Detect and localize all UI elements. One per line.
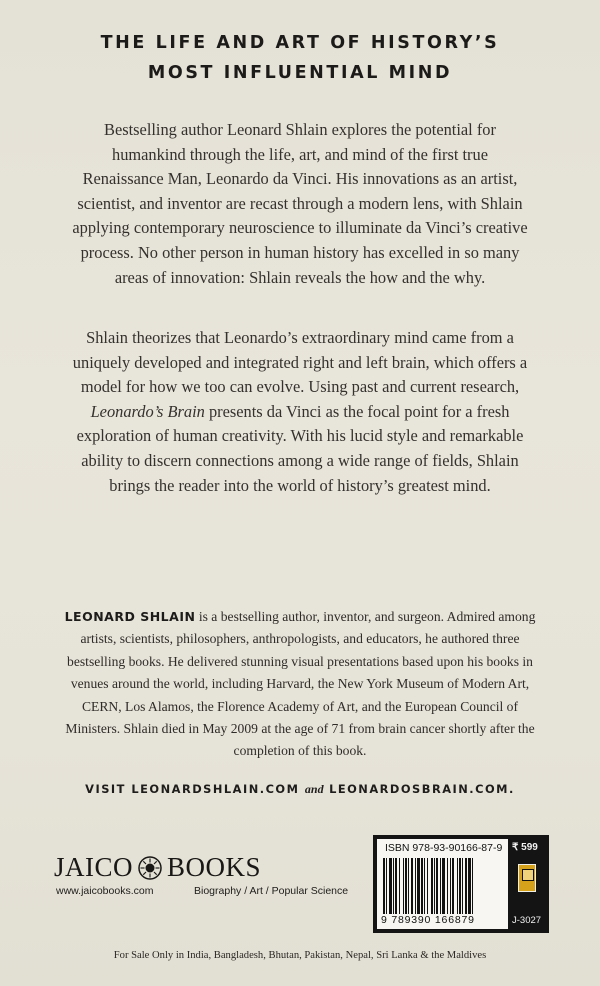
blurb-line: model for how we too can evolve. Using past and current research,	[80, 377, 520, 397]
blurb-line: Bestselling author Leonard Shlain explores the potential for	[104, 120, 496, 139]
author-bio	[50, 606, 550, 763]
publisher-url: www.jaicobooks.com	[56, 885, 154, 897]
bio-line-rest: is a bestselling author, inventor, and surgeon. Admired among	[195, 609, 536, 624]
bio-line: venues around the world, including Harvard, the New York Museum of Modern Art,	[70, 676, 530, 692]
blurb-line-rest: presents da Vinci as the focal point for a fresh	[204, 401, 510, 421]
isbn-number: ISBN 978-93-90166-87-9	[385, 842, 503, 854]
barcode-panel	[373, 835, 549, 933]
blurb-line: exploration of human creativity. With his lucid style and remarkable	[76, 426, 524, 446]
headline	[0, 28, 600, 88]
visit-suffix: LEONARDOSBRAIN.COM.	[323, 782, 515, 796]
blurb-line: humankind through the life, art, and mind of the first true	[112, 144, 488, 164]
visit-websites	[0, 782, 600, 797]
certification-mark-icon	[518, 864, 536, 892]
bio-line: bestselling books. He delivered stunning visual presentations based upon his books in	[67, 653, 533, 669]
blurb-line: areas of innovation: Shlain reveals the how and the why.	[114, 267, 486, 287]
barcode-bar	[447, 858, 448, 914]
barcode-bar	[383, 858, 385, 914]
barcode-bar	[465, 858, 467, 914]
barcode-bar	[450, 858, 451, 914]
blurb-line: Shlain theorizes that Leonardo’s extraordinary mind came from a	[86, 328, 514, 347]
barcode-label	[377, 839, 508, 929]
barcode-bar	[452, 858, 454, 914]
blurb-line	[64, 400, 536, 425]
blurb-line: scientist, and inventor are recast through a modern lens, with Shlain	[77, 193, 523, 213]
blurb-line: uniquely developed and integrated right and left brain, which offers a	[72, 352, 528, 372]
bio-line	[50, 606, 550, 628]
barcode-bar	[431, 858, 433, 914]
blurb-paragraph-2	[64, 326, 536, 498]
publisher-name-right: BOOKS	[167, 852, 262, 882]
barcode-bar	[389, 858, 392, 914]
visit-prefix: VISIT LEONARDSHLAIN.COM	[85, 782, 305, 796]
barcode-bars	[382, 858, 504, 914]
blurb-line: process. No other person in human history has excelled in so many	[80, 242, 520, 262]
blurb-line: brings the reader into the world of history’s greatest mind.	[109, 475, 491, 495]
bio-line: completion of this book.	[233, 743, 367, 759]
blurb-paragraph-1	[64, 118, 536, 290]
barcode-bar	[421, 858, 423, 914]
barcode-bar	[411, 858, 413, 914]
bio-line: CERN, Los Alamos, the Florence Academy of Art, and the European Council of	[81, 698, 519, 714]
book-title: Leonardo’s Brain	[90, 401, 205, 421]
barcode-bar	[442, 858, 445, 914]
barcode-bar	[462, 858, 463, 914]
publisher-logo	[54, 852, 261, 883]
barcode-bar	[405, 858, 407, 914]
bio-line: Ministers. Shlain died in May 2009 at the age of 71 from brain cancer shortly after the	[65, 721, 535, 737]
bio-line: artists, scientists, philosophers, anthropologists, and educators, he authored three	[80, 631, 520, 647]
barcode-bar	[472, 858, 473, 914]
barcode-bar	[457, 858, 458, 914]
book-category: Biography / Art / Popular Science	[194, 885, 349, 897]
product-code: J-3027	[512, 915, 542, 926]
barcode-bar	[459, 858, 461, 914]
barcode-bar	[408, 858, 409, 914]
barcode-bar	[399, 858, 400, 914]
author-name: LEONARD SHLAIN	[64, 609, 196, 624]
barcode-bar	[417, 858, 420, 914]
sale-territory-note: For Sale Only in India, Bangladesh, Bhutan, Pakistan, Nepal, Sri Lanka & the Maldives	[113, 950, 487, 961]
blurb-line: ability to discern connections among a wide range of fields, Shlain	[81, 450, 519, 470]
sunburst-icon	[138, 856, 162, 880]
blurb-line: Renaissance Man, Leonardo da Vinci. His innovations as an artist,	[82, 169, 518, 189]
price-label: ₹ 599	[512, 842, 538, 853]
barcode-bar	[436, 858, 438, 914]
barcode-bar	[427, 858, 428, 914]
barcode-bar	[403, 858, 404, 914]
blurb-line: applying contemporary neuroscience to illuminate da Vinci’s creative	[72, 218, 528, 238]
visit-and: and	[304, 782, 324, 796]
barcode-bar	[434, 858, 435, 914]
barcode-bar	[386, 858, 387, 914]
barcode-bar	[424, 858, 425, 914]
barcode-bar	[393, 858, 394, 914]
barcode-bar	[415, 858, 416, 914]
barcode-bar	[468, 858, 471, 914]
barcode-digits: 9 789390 166879	[381, 914, 475, 926]
barcode-bar	[440, 858, 441, 914]
publisher-name-left: JAICO	[54, 852, 134, 882]
barcode-bar	[395, 858, 397, 914]
headline-line-1: THE LIFE AND ART OF HISTORY’S	[100, 33, 500, 53]
headline-line-2: MOST INFLUENTIAL MIND	[147, 63, 453, 83]
